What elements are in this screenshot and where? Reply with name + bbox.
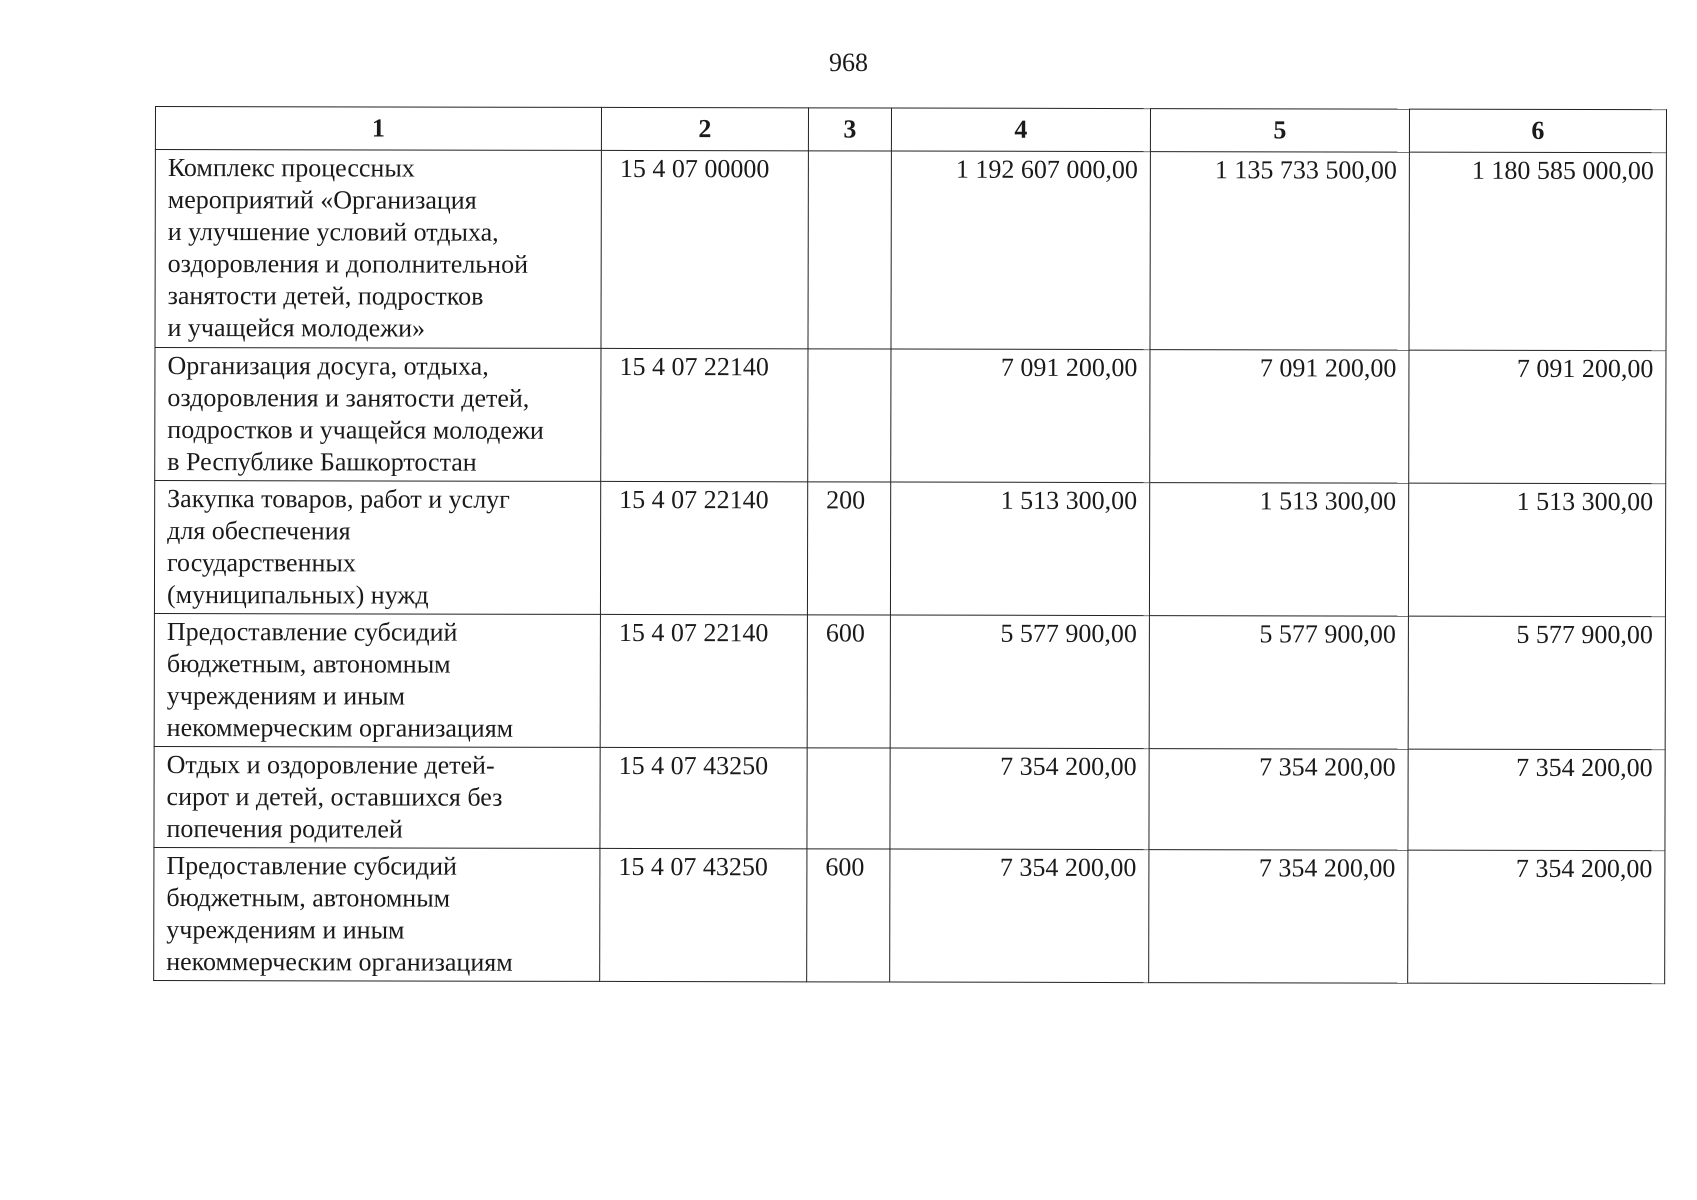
row-amount-5-cell: 5 577 900,00 bbox=[1149, 616, 1408, 750]
row-amount-4-cell: 7 354 200,00 bbox=[890, 849, 1149, 983]
column-header-3: 3 bbox=[808, 108, 891, 151]
table-row bbox=[154, 746, 1665, 850]
row-amount-4-cell: 7 091 200,00 bbox=[891, 349, 1150, 483]
row-amount-4-cell: 5 577 900,00 bbox=[890, 615, 1149, 749]
table-row bbox=[154, 613, 1665, 749]
row-name-cell: Комплекс процессных мероприятий «Организация и улучшение условий отдыха, оздоровления и дополнительной занятости детей, подростков и учащейся молодежи» bbox=[155, 150, 601, 349]
row-amount-5-cell: 1 513 300,00 bbox=[1149, 483, 1408, 617]
table-header bbox=[155, 107, 1666, 153]
header-row bbox=[155, 107, 1666, 153]
row-type-cell: 600 bbox=[807, 849, 890, 982]
row-name-cell: Предоставление субсидий бюджетным, автономным учреждениям и иным некоммерческим организациям bbox=[154, 613, 600, 747]
row-type-cell bbox=[807, 748, 890, 849]
row-amount-5-cell: 1 135 733 500,00 bbox=[1150, 152, 1409, 351]
row-amount-6-cell: 1 180 585 000,00 bbox=[1409, 152, 1666, 351]
row-code-cell: 15 4 07 43250 bbox=[600, 848, 807, 981]
row-name-cell: Закупка товаров, работ и услуг для обеспечения государственных (муниципальных) нужд bbox=[154, 481, 600, 615]
column-header-6: 6 bbox=[1409, 109, 1666, 153]
table-row bbox=[155, 150, 1666, 351]
row-amount-6-cell: 1 513 300,00 bbox=[1408, 483, 1665, 617]
row-type-cell: 200 bbox=[807, 482, 890, 615]
table-row bbox=[154, 847, 1665, 983]
row-amount-5-cell: 7 354 200,00 bbox=[1149, 850, 1408, 984]
table-row bbox=[154, 481, 1665, 617]
column-header-2: 2 bbox=[601, 107, 808, 150]
row-code-cell: 15 4 07 22140 bbox=[601, 348, 808, 481]
table-body bbox=[154, 150, 1667, 984]
row-amount-4-cell: 1 192 607 000,00 bbox=[891, 151, 1150, 350]
column-header-1: 1 bbox=[155, 107, 601, 151]
table-row bbox=[155, 348, 1666, 484]
row-type-cell bbox=[808, 151, 891, 349]
row-amount-6-cell: 5 577 900,00 bbox=[1408, 616, 1665, 750]
row-amount-6-cell: 7 354 200,00 bbox=[1408, 850, 1665, 984]
row-code-cell: 15 4 07 00000 bbox=[601, 150, 808, 348]
row-amount-4-cell: 1 513 300,00 bbox=[890, 482, 1149, 616]
row-name-cell: Предоставление субсидий бюджетным, автономным учреждениям и иным некоммерческим организациям bbox=[154, 847, 600, 981]
row-amount-4-cell: 7 354 200,00 bbox=[890, 748, 1149, 850]
row-amount-5-cell: 7 354 200,00 bbox=[1149, 749, 1408, 851]
row-amount-5-cell: 7 091 200,00 bbox=[1150, 350, 1409, 484]
column-header-5: 5 bbox=[1150, 109, 1409, 153]
row-amount-6-cell: 7 354 200,00 bbox=[1408, 749, 1665, 851]
row-type-cell: 600 bbox=[807, 615, 890, 748]
row-amount-6-cell: 7 091 200,00 bbox=[1409, 350, 1666, 484]
row-code-cell: 15 4 07 43250 bbox=[600, 747, 807, 848]
row-code-cell: 15 4 07 22140 bbox=[600, 481, 807, 614]
budget-table bbox=[153, 106, 1667, 984]
row-code-cell: 15 4 07 22140 bbox=[600, 614, 807, 747]
column-header-4: 4 bbox=[891, 108, 1150, 152]
row-name-cell: Отдых и оздоровление детей- сирот и детей, оставшихся без попечения родителей bbox=[154, 746, 600, 848]
row-name-cell: Организация досуга, отдыха, оздоровления и занятости детей, подростков и учащейся молодежи в Республике Башкортостан bbox=[155, 348, 601, 482]
row-type-cell bbox=[808, 349, 891, 482]
page-number: 968 bbox=[829, 48, 868, 77]
